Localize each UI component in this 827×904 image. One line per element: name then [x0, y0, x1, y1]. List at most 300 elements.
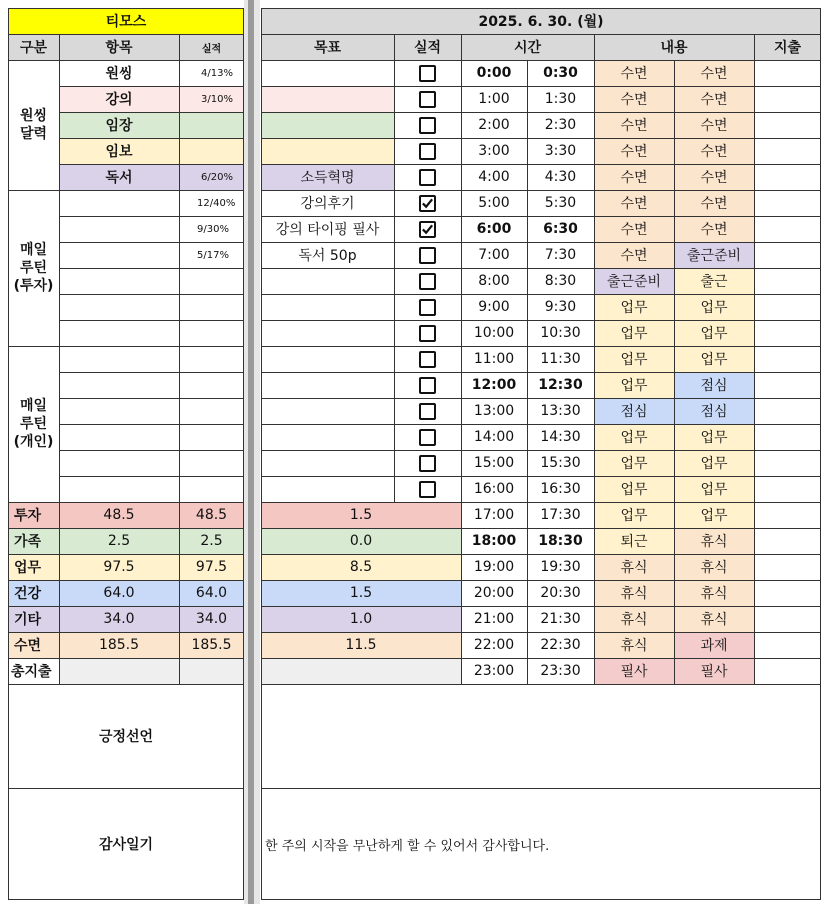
activity-cell: 수면	[594, 190, 674, 216]
goal-cell	[261, 476, 394, 502]
done-cell	[394, 450, 461, 476]
grid-line	[261, 268, 821, 269]
grid-line	[8, 899, 244, 900]
done-checkbox[interactable]	[419, 481, 436, 498]
activity-cell: 업무	[674, 502, 754, 528]
done-checkbox[interactable]	[419, 117, 436, 134]
one-thing-item: 임장	[59, 112, 179, 138]
done-checkbox[interactable]	[419, 325, 436, 342]
grid-line	[394, 34, 395, 502]
activity-cell: 업무	[674, 450, 754, 476]
grid-line	[59, 320, 244, 321]
goal-cell	[261, 424, 394, 450]
spend-cell	[754, 190, 821, 216]
grid-line	[8, 632, 244, 633]
activity-cell: 수면	[674, 86, 754, 112]
summary-value: 185.5	[59, 632, 179, 658]
activity-cell: 수면	[594, 216, 674, 242]
grid-line	[527, 60, 528, 684]
grid-line	[59, 86, 244, 87]
goal-cell	[261, 398, 394, 424]
summary-value: 97.5	[179, 554, 244, 580]
activity-cell: 업무	[674, 424, 754, 450]
time-start: 18:00	[471, 533, 517, 549]
time-start: 15:00	[473, 455, 515, 471]
time-start: 20:00	[473, 585, 515, 601]
time-half: 14:30	[540, 429, 581, 445]
date-title: 2025. 6. 30. (월)	[261, 8, 821, 34]
grid-line	[261, 476, 821, 477]
spend-cell	[754, 242, 821, 268]
activity-cell: 점심	[594, 398, 674, 424]
affirmation-text[interactable]	[265, 684, 817, 788]
goal-summary-value: 11.5	[261, 632, 461, 658]
done-cell	[394, 268, 461, 294]
spend-cell	[754, 294, 821, 320]
grid-line	[820, 8, 821, 900]
activity-cell: 수면	[674, 60, 754, 86]
time-half: 19:30	[540, 559, 581, 575]
activity-cell: 업무	[594, 450, 674, 476]
time-half: 0:30	[543, 65, 578, 81]
activity-cell: 휴식	[594, 554, 674, 580]
group-routine-personal: 매일 루틴 (개인)	[13, 398, 54, 450]
one-thing-result	[179, 112, 244, 138]
grid-line	[59, 450, 244, 451]
time-half: 8:30	[544, 273, 577, 289]
goal-summary-value: 1.5	[261, 502, 461, 528]
summary-label: 투자	[8, 502, 59, 528]
activity-cell: 수면	[594, 112, 674, 138]
time-half: 17:30	[540, 507, 581, 523]
routine-invest-result	[179, 320, 244, 346]
grid-line	[261, 164, 821, 165]
grid-line	[261, 8, 262, 900]
summary-label: 수면	[8, 632, 59, 658]
grid-line	[59, 398, 244, 399]
goal-cell	[261, 320, 394, 346]
time-start: 7:00	[478, 247, 510, 263]
done-cell	[394, 346, 461, 372]
activity-cell: 출근준비	[594, 268, 674, 294]
time-half: 3:30	[544, 143, 577, 159]
activity-cell: 수면	[594, 138, 674, 164]
time-half: 13:30	[540, 403, 581, 419]
done-checkbox[interactable]	[419, 195, 436, 212]
routine-invest-result	[179, 268, 244, 294]
header-spend: 지출	[754, 34, 821, 60]
done-cell	[394, 164, 461, 190]
grid-line	[261, 320, 821, 321]
routine-invest-item	[59, 190, 179, 216]
time-start: 13:00	[473, 403, 515, 419]
header-goal: 목표	[261, 34, 394, 60]
time-start: 8:00	[478, 273, 510, 289]
goal-cell	[261, 294, 394, 320]
activity-cell: 휴식	[674, 554, 754, 580]
one-thing-result: 4/13%	[179, 60, 244, 86]
done-cell	[394, 320, 461, 346]
grid-line	[261, 294, 821, 295]
time-half: 4:30	[544, 169, 577, 185]
total-value	[59, 658, 179, 684]
grid-line	[594, 34, 595, 684]
time-start: 14:00	[473, 429, 515, 445]
spend-cell	[754, 268, 821, 294]
grid-line	[8, 346, 244, 347]
time-start: 22:00	[473, 637, 515, 653]
grid-line	[8, 554, 244, 555]
done-cell	[394, 242, 461, 268]
group-one-thing: 원씽 달력	[19, 108, 48, 142]
summary-label: 건강	[8, 580, 59, 606]
grid-line	[8, 684, 244, 685]
time-start: 6:00	[476, 221, 512, 237]
time-start: 0:00	[476, 65, 512, 81]
spend-cell	[754, 424, 821, 450]
grid-line	[8, 502, 244, 503]
routine-invest-item	[59, 294, 179, 320]
one-thing-result: 3/10%	[179, 86, 244, 112]
grid-line	[261, 242, 821, 243]
done-checkbox[interactable]	[419, 169, 436, 186]
one-thing-item: 임보	[59, 138, 179, 164]
time-half: 23:30	[540, 663, 581, 679]
one-thing-item: 독서	[59, 164, 179, 190]
done-checkbox[interactable]	[419, 403, 436, 420]
grid-line	[461, 34, 462, 684]
done-cell	[394, 372, 461, 398]
spend-cell	[754, 216, 821, 242]
grid-line	[8, 658, 244, 659]
one-thing-item: 강의	[59, 86, 179, 112]
header-done: 실적	[394, 34, 461, 60]
activity-cell: 업무	[594, 346, 674, 372]
grid-line	[8, 8, 244, 9]
spend-cell	[754, 86, 821, 112]
routine-invest-item	[59, 268, 179, 294]
activity-cell: 퇴근	[594, 528, 674, 554]
grid-line	[261, 450, 821, 451]
activity-cell: 수면	[594, 242, 674, 268]
done-checkbox[interactable]	[419, 377, 436, 394]
goal-summary-value: 8.5	[261, 554, 461, 580]
header-result: 실적	[179, 34, 244, 60]
activity-cell: 출근	[674, 268, 754, 294]
grid-line	[261, 34, 821, 35]
one-thing-item: 원씽	[59, 60, 179, 86]
activity-cell: 업무	[594, 320, 674, 346]
grid-line	[179, 34, 180, 684]
grid-line	[261, 788, 821, 789]
grid-line	[261, 606, 821, 607]
activity-cell: 수면	[674, 164, 754, 190]
goal-cell: 독서 50p	[261, 242, 394, 268]
routine-invest-item	[59, 216, 179, 242]
spend-cell	[754, 346, 821, 372]
spend-cell	[754, 372, 821, 398]
goal-cell	[261, 86, 394, 112]
done-cell	[394, 60, 461, 86]
time-half: 9:30	[544, 299, 577, 315]
grid-line	[8, 606, 244, 607]
time-half: 10:30	[540, 325, 581, 341]
spend-cell	[754, 60, 821, 86]
activity-cell: 휴식	[594, 580, 674, 606]
header-group: 구분	[8, 34, 59, 60]
header-content: 내용	[594, 34, 754, 60]
spend-cell	[754, 476, 821, 502]
gratitude-label: 감사일기	[98, 837, 154, 853]
done-cell	[394, 398, 461, 424]
activity-cell: 출근준비	[674, 242, 754, 268]
grid-line	[59, 294, 244, 295]
done-checkbox[interactable]	[419, 247, 436, 264]
activity-cell: 수면	[594, 164, 674, 190]
activity-cell: 수면	[674, 138, 754, 164]
goal-summary-value: 0.0	[261, 528, 461, 554]
spend-cell	[754, 606, 821, 632]
time-half: 22:30	[540, 637, 581, 653]
activity-cell: 필사	[594, 658, 674, 684]
summary-value: 2.5	[179, 528, 244, 554]
goal-cell	[261, 60, 394, 86]
spend-cell	[754, 528, 821, 554]
spend-cell	[754, 398, 821, 424]
activity-cell: 수면	[594, 60, 674, 86]
activity-cell: 업무	[674, 320, 754, 346]
grid-line	[59, 164, 244, 165]
time-half: 6:30	[543, 221, 578, 237]
summary-label: 기타	[8, 606, 59, 632]
goal-summary-value: 1.0	[261, 606, 461, 632]
routine-invest-result	[179, 294, 244, 320]
grid-line	[261, 554, 821, 555]
activity-cell: 휴식	[674, 580, 754, 606]
activity-cell: 수면	[674, 112, 754, 138]
grid-line	[59, 216, 244, 217]
total-value	[179, 658, 244, 684]
grid-line	[261, 346, 821, 347]
done-cell	[394, 86, 461, 112]
done-checkbox[interactable]	[419, 429, 436, 446]
activity-cell: 휴식	[674, 528, 754, 554]
left-title: 티모스	[8, 8, 244, 34]
activity-cell: 휴식	[594, 632, 674, 658]
summary-value: 64.0	[179, 580, 244, 606]
goal-total-value	[261, 658, 461, 684]
summary-value: 64.0	[59, 580, 179, 606]
grid-line	[261, 190, 821, 191]
grid-line	[8, 580, 244, 581]
time-half: 16:30	[540, 481, 581, 497]
summary-value: 34.0	[179, 606, 244, 632]
time-start: 21:00	[473, 611, 515, 627]
time-half: 2:30	[544, 117, 577, 133]
grid-line	[59, 268, 244, 269]
summary-value: 97.5	[59, 554, 179, 580]
activity-cell: 업무	[674, 476, 754, 502]
time-start: 2:00	[478, 117, 510, 133]
grid-line	[59, 476, 244, 477]
done-checkbox[interactable]	[419, 351, 436, 368]
total-label: 총지출	[11, 664, 52, 680]
done-cell	[394, 138, 461, 164]
spend-cell	[754, 658, 821, 684]
grid-line	[8, 788, 244, 789]
grid-line	[261, 8, 821, 9]
done-checkbox[interactable]	[419, 65, 436, 82]
grid-line	[8, 8, 9, 900]
grid-line	[59, 372, 244, 373]
spend-cell	[754, 138, 821, 164]
summary-label: 업무	[8, 554, 59, 580]
time-half: 1:30	[544, 91, 577, 107]
done-cell	[394, 190, 461, 216]
summary-value: 185.5	[179, 632, 244, 658]
done-checkbox[interactable]	[419, 455, 436, 472]
done-cell	[394, 294, 461, 320]
grid-line	[261, 86, 821, 87]
activity-cell: 필사	[674, 658, 754, 684]
grid-line	[243, 8, 244, 900]
grid-line	[261, 138, 821, 139]
grid-line	[8, 34, 244, 35]
one-thing-result	[179, 138, 244, 164]
goal-summary-value: 1.5	[261, 580, 461, 606]
check-icon	[421, 222, 434, 236]
grid-line	[261, 632, 821, 633]
done-checkbox[interactable]	[419, 143, 436, 160]
time-start: 11:00	[473, 351, 515, 367]
grid-line	[59, 424, 244, 425]
grid-line	[261, 372, 821, 373]
activity-cell: 업무	[594, 424, 674, 450]
activity-cell: 업무	[594, 294, 674, 320]
routine-invest-item	[59, 242, 179, 268]
panel-separator	[244, 0, 260, 904]
grid-line	[261, 658, 821, 659]
time-start: 10:00	[473, 325, 515, 341]
spend-cell	[754, 450, 821, 476]
grid-line	[261, 684, 821, 685]
done-checkbox[interactable]	[419, 221, 436, 238]
routine-invest-item	[59, 320, 179, 346]
grid-line	[59, 138, 244, 139]
activity-cell: 점심	[674, 398, 754, 424]
grid-line	[59, 34, 60, 684]
activity-cell: 점심	[674, 372, 754, 398]
spend-cell	[754, 320, 821, 346]
spend-cell	[754, 164, 821, 190]
goal-cell	[261, 450, 394, 476]
time-start: 5:00	[478, 195, 510, 211]
activity-cell: 업무	[594, 372, 674, 398]
grid-line	[261, 580, 821, 581]
done-checkbox[interactable]	[419, 91, 436, 108]
spend-cell	[754, 632, 821, 658]
activity-cell: 과제	[674, 632, 754, 658]
routine-invest-result: 12/40%	[197, 197, 236, 209]
summary-value: 2.5	[59, 528, 179, 554]
time-half: 12:30	[538, 377, 583, 393]
gratitude-text[interactable]: 한 주의 시작을 무난하게 할 수 있어서 감사합니다.	[265, 838, 550, 854]
one-thing-result: 6/20%	[179, 164, 244, 190]
goal-cell	[261, 346, 394, 372]
grid-line	[261, 502, 821, 503]
grid-line	[261, 528, 821, 529]
done-checkbox[interactable]	[419, 273, 436, 290]
done-cell	[394, 424, 461, 450]
grid-line	[8, 528, 244, 529]
time-start: 12:00	[471, 377, 517, 393]
grid-line	[59, 112, 244, 113]
grid-line	[261, 899, 821, 900]
summary-value: 34.0	[59, 606, 179, 632]
time-half: 20:30	[540, 585, 581, 601]
time-start: 3:00	[478, 143, 510, 159]
time-half: 15:30	[540, 455, 581, 471]
affirmation-label: 긍정선언	[98, 729, 154, 745]
done-cell	[394, 216, 461, 242]
check-icon	[421, 196, 434, 210]
routine-invest-result: 9/30%	[197, 223, 229, 235]
time-half: 18:30	[538, 533, 583, 549]
activity-cell: 업무	[674, 346, 754, 372]
goal-cell	[261, 138, 394, 164]
goal-cell	[261, 112, 394, 138]
grid-line	[261, 424, 821, 425]
activity-cell: 수면	[594, 86, 674, 112]
summary-value: 48.5	[179, 502, 244, 528]
grid-line	[8, 190, 244, 191]
activity-cell: 업무	[674, 294, 754, 320]
goal-cell	[261, 372, 394, 398]
grid-line	[261, 216, 821, 217]
grid-line	[754, 34, 755, 684]
activity-cell: 수면	[674, 190, 754, 216]
activity-cell: 휴식	[594, 606, 674, 632]
summary-label: 가족	[8, 528, 59, 554]
time-half: 21:30	[540, 611, 581, 627]
grid-line	[261, 112, 821, 113]
grid-line	[8, 60, 244, 61]
time-start: 4:00	[478, 169, 510, 185]
header-item: 항목	[59, 34, 179, 60]
goal-cell: 강의후기	[261, 190, 394, 216]
activity-cell: 업무	[594, 476, 674, 502]
done-checkbox[interactable]	[419, 299, 436, 316]
time-start: 19:00	[473, 559, 515, 575]
grid-line	[59, 242, 244, 243]
spend-cell	[754, 112, 821, 138]
done-cell	[394, 476, 461, 502]
group-routine-invest: 매일 루틴 (투자)	[13, 242, 54, 294]
grid-line	[261, 398, 821, 399]
goal-cell: 강의 타이핑 필사	[261, 216, 394, 242]
spend-cell	[754, 554, 821, 580]
grid-line	[261, 60, 821, 61]
time-half: 11:30	[540, 351, 581, 367]
time-half: 7:30	[544, 247, 577, 263]
time-start: 1:00	[478, 91, 510, 107]
activity-cell: 수면	[674, 216, 754, 242]
time-start: 9:00	[478, 299, 510, 315]
time-start: 23:00	[473, 663, 515, 679]
spend-cell	[754, 502, 821, 528]
time-start: 17:00	[473, 507, 515, 523]
activity-cell: 업무	[594, 502, 674, 528]
